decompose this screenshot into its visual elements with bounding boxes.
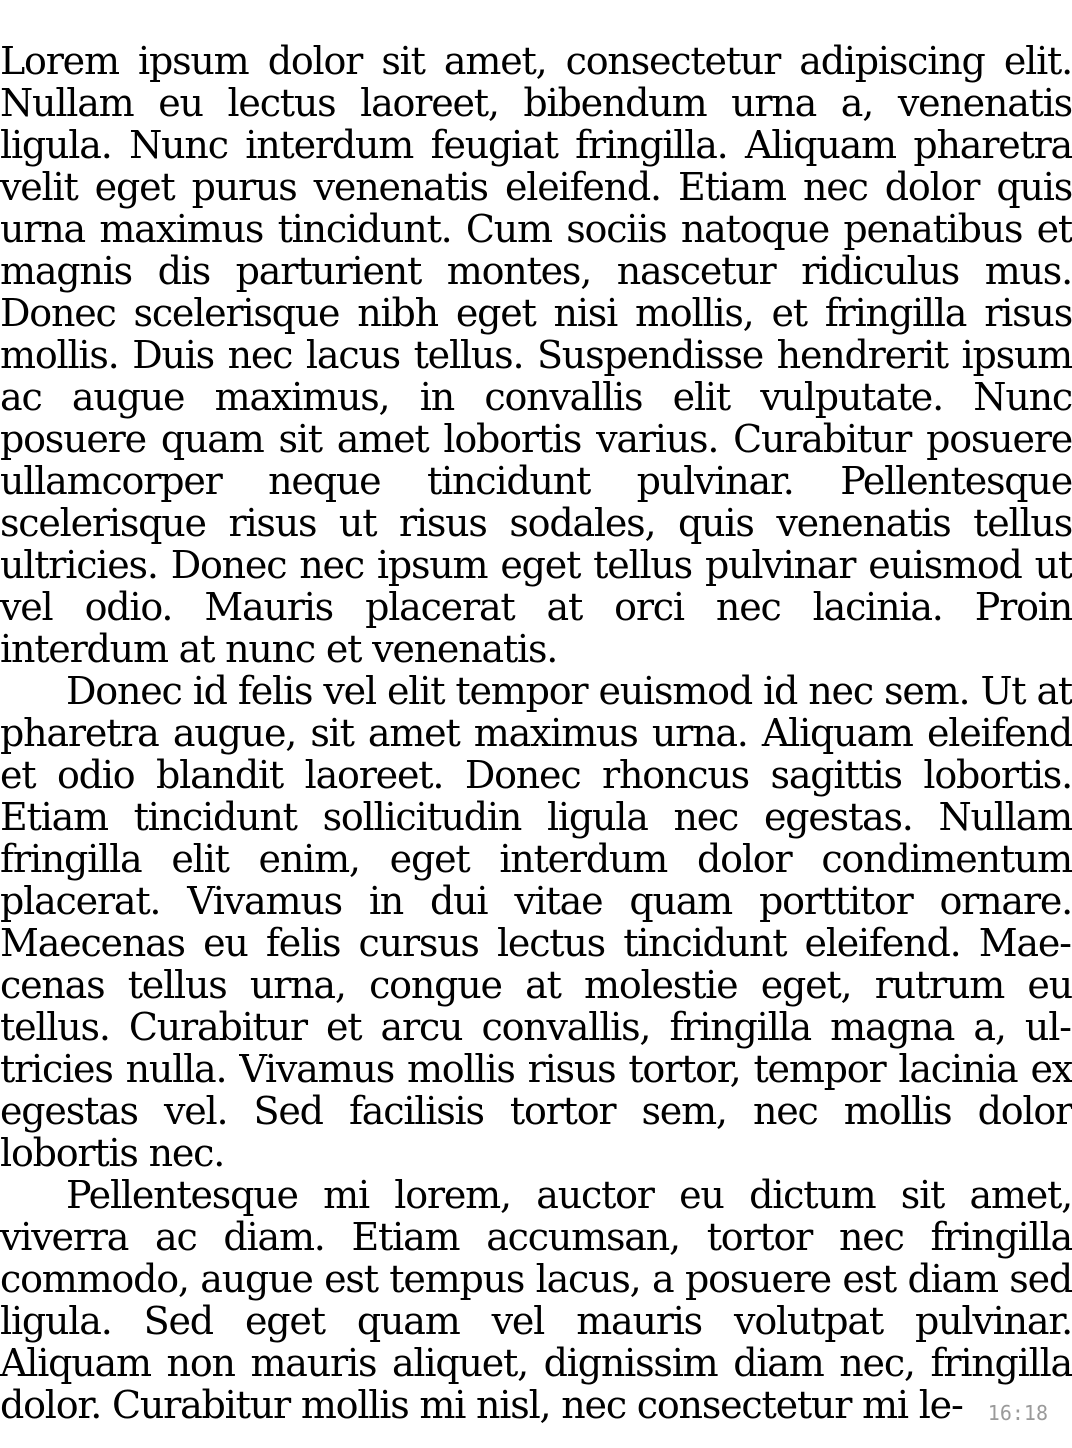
paragraph-3: Pellentesque mi lorem, auctor eu dictum sit amet, viverra ac diam. Etiam accumsan, tortor nec fringilla commodo, augue est tempus lacus, a posuere est diam sed ligula. Sed eget quam vel mauris volutpat pulvinar. Aliquam non mauris aliquet, dignissim diam nec, fringilla dolor. Curabitur mollis mi nisl, nec consectetur mi le- — [0, 1173, 1072, 1427]
reader-page[interactable] — [0, 40, 1072, 1428]
status-clock: 16:18 — [987, 1401, 1048, 1425]
paragraph-1: Lorem ipsum dolor sit amet, consectetur adipiscing elit. Nullam eu lectus laoreet, bibendum urna a, venenatis ligula. Nunc interdum feugiat fringilla. Aliquam pharetra velit eget purus venenatis eleifend. Etiam nec dolor quis urna maximus tincidunt. Cum sociis natoque penatibus et magnis dis parturient montes, nascetur ridiculus mus. Donec scelerisque nibh eget nisi mollis, et fringilla risus mollis. Duis nec lacus tellus. Suspendisse hendrerit ipsum ac augue maximus, in convallis elit vulputate. Nunc posuere quam sit amet lobortis varius. Curabitur posuere ullamcorper neque tincidunt pulvinar. Pellentesque scelerisque risus ut risus sodales, quis venenatis tellus ultricies. Donec nec ipsum eget tellus pulvinar euismod ut vel odio. Mauris placerat at orci nec lacinia. Proin interdum at nunc et venenatis. — [0, 40, 1072, 671]
paragraph-2: Donec id felis vel elit tempor euismod id nec sem. Ut at pharetra augue, sit amet maximus urna. Aliquam eleifend et odio blandit laoreet. Donec rhoncus sagittis lobortis. Etiam tincidunt sollicitudin ligula nec egestas. Nullam fringilla elit enim, eget interdum dolor condimentum placerat. Vivamus in dui vitae quam porttitor ornare. Maecenas eu felis cursus lectus tincidunt eleifend. Maecenas tellus urna, congue at molestie eget, rutrum eu tellus. Curabitur et arcu convallis, fringilla magna a, ultricies nulla. Vivamus mollis risus tortor, tempor lacinia ex egestas vel. Sed facilisis tortor sem, nec mollis dolor lobortis nec. — [0, 669, 1072, 1175]
